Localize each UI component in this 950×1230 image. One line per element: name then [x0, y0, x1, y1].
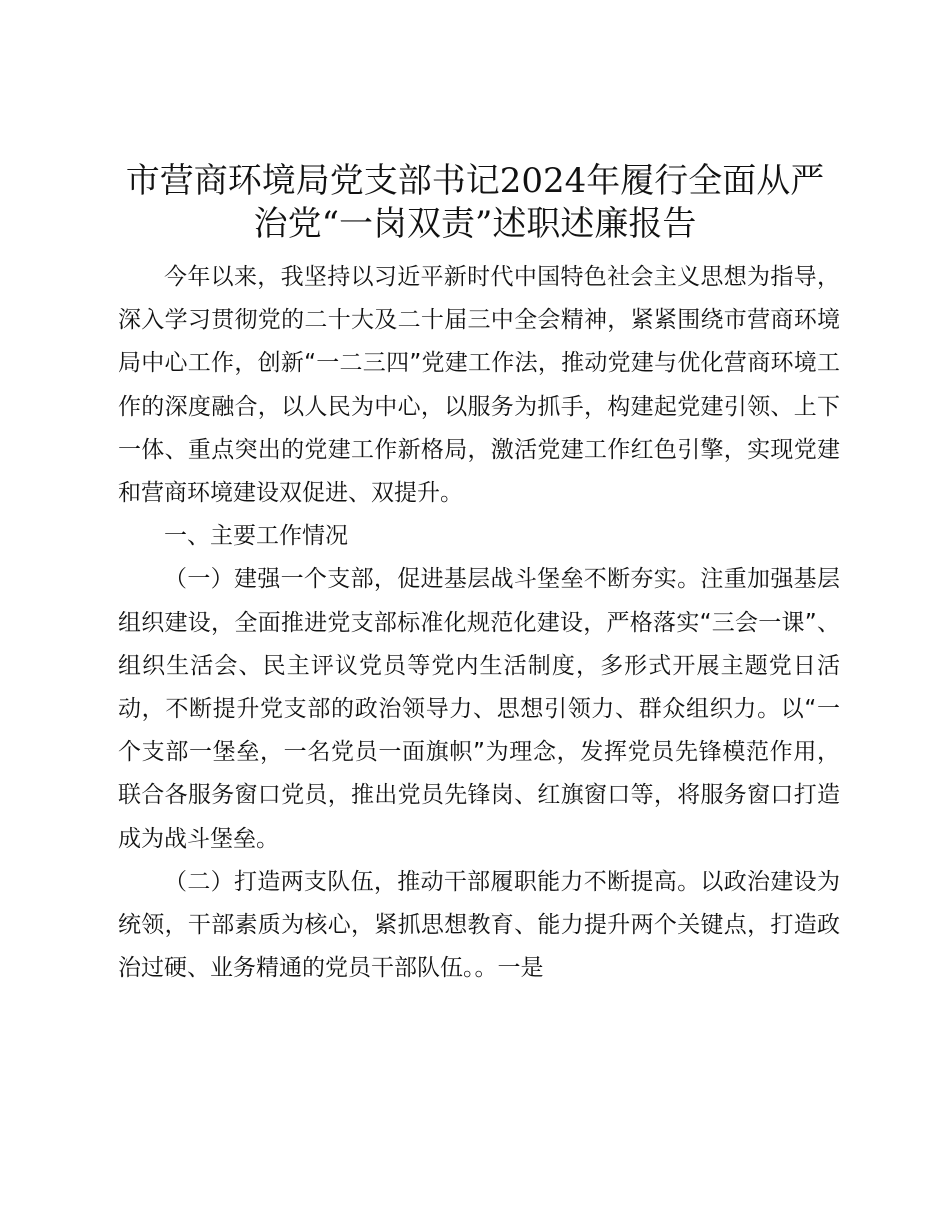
document-body: [118, 256, 840, 990]
paragraph-branch-building: （一）建强一个支部，促进基层战斗堡垒不断夯实。注重加强基层组织建设，全面推进党支部标准化规范化建设，严格落实“三会一课”、组织生活会、民主评议党员等党内生活制度，多形式开展主题党日活动，不断提升党支部的政治领导力、思想引领力、群众组织力。以“一个支部一堡垒，一名党员一面旗帜”为理念，发挥党员先锋模范作用，联合各服务窗口党员，推出党员先锋岗、红旗窗口等，将服务窗口打造成为战斗堡垒。: [118, 566, 840, 852]
document-title: [110, 160, 840, 246]
title-line-2: 治党“一岗双责”述职述廉报告: [253, 204, 697, 244]
title-line-1: 市营商环境局党支部书记2024年履行全面从严: [125, 161, 825, 201]
section-heading-main-work: 一、主要工作情况: [164, 523, 348, 550]
paragraph-team-building: （二）打造两支队伍，推动干部履职能力不断提高。以政治建设为统领，干部素质为核心，紧抓思想教育、能力提升两个关键点，打造政治过硬、业务精通的党员干部队伍。。一是: [118, 868, 840, 982]
intro-paragraph: 今年以来，我坚持以习近平新时代中国特色社会主义思想为指导，深入学习贯彻党的二十大及二十届三中全会精神，紧紧围绕市营商环境局中心工作，创新“一二三四”党建工作法，推动党建与优化营商环境工作的深度融合，以人民为中心，以服务为抓手，构建起党建引领、上下一体、重点突出的党建工作新格局，激活党建工作红色引擎，实现党建和营商环境建设双促进、双提升。: [118, 264, 840, 507]
